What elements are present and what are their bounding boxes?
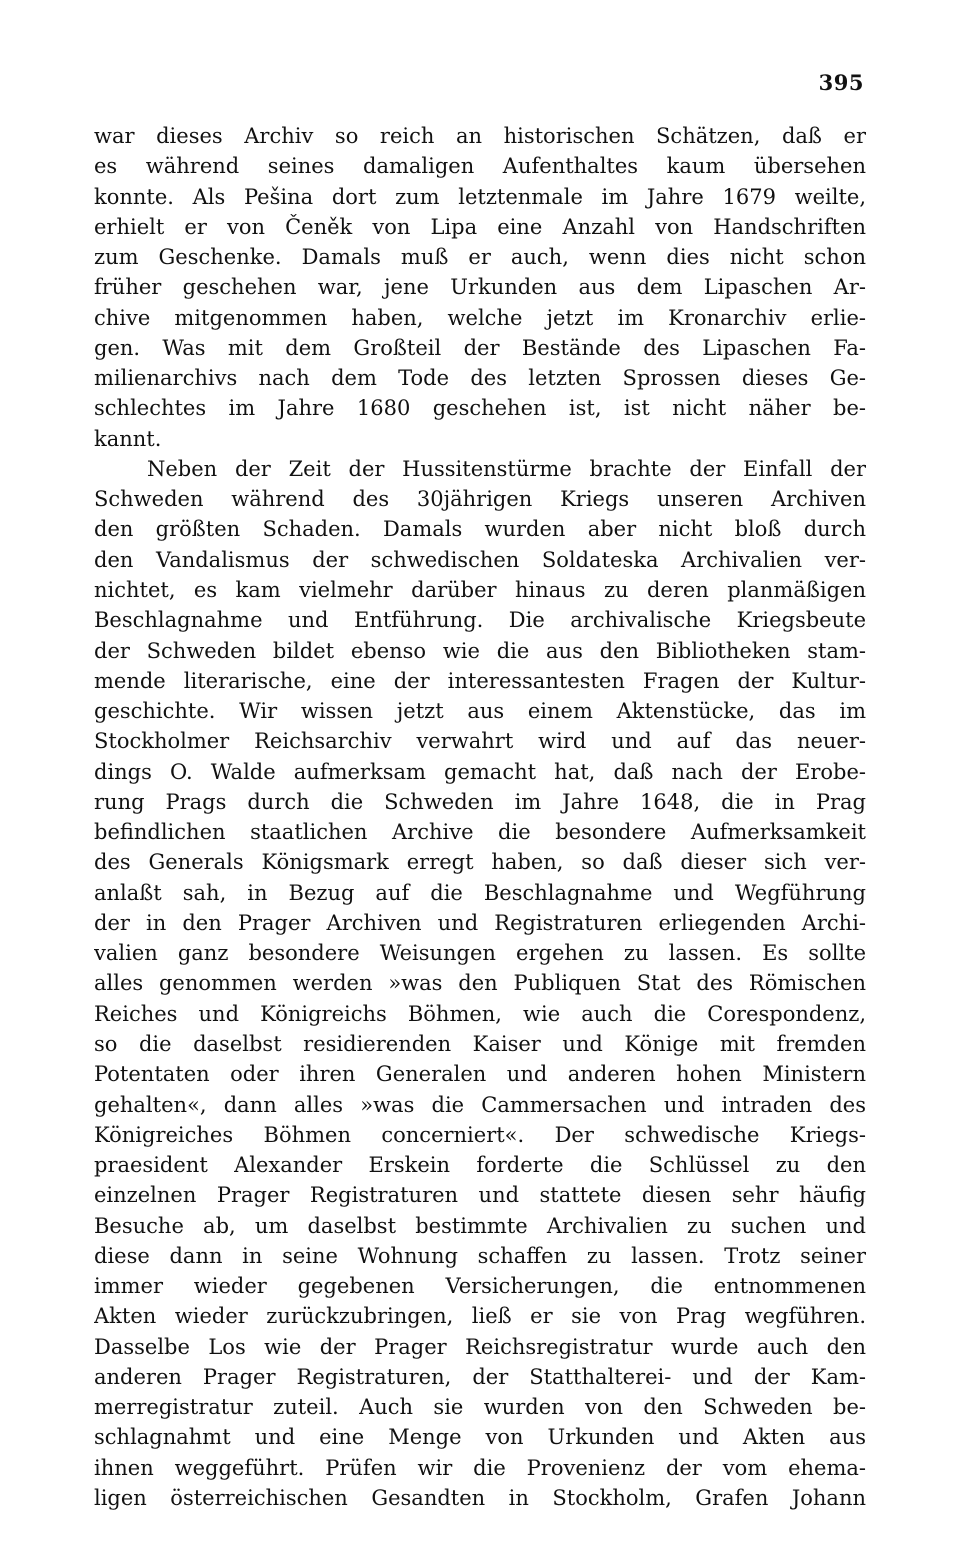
- text-line: mende literarische, eine der interessantesten Fragen der Kultur-: [94, 668, 866, 693]
- text-line: Neben der Zeit der Hussitenstürme brachte der Einfall der: [147, 456, 866, 481]
- text-line: Besuche ab, um daselbst bestimmte Archivalien zu suchen und: [94, 1213, 866, 1238]
- text-line: Stockholmer Reichsarchiv verwahrt wird und auf das neuer-: [94, 729, 866, 754]
- text-line: Schweden während des 30jährigen Kriegs unseren Archiven: [94, 487, 866, 512]
- text-line: geschichte. Wir wissen jetzt aus einem Aktenstücke, das im: [94, 699, 866, 724]
- text-line: den größten Schaden. Damals wurden aber nicht bloß durch: [94, 517, 866, 542]
- text-line: befindlichen staatlichen Archive die besondere Aufmerksamkeit: [94, 820, 866, 845]
- text-line: Potentaten oder ihren Generalen und anderen hohen Ministern: [94, 1062, 866, 1087]
- text-line: der in den Prager Archiven und Registraturen erliegenden Archi-: [94, 910, 866, 935]
- text-line: Königreiches Böhmen concerniert«. Der schwedische Kriegs-: [94, 1122, 866, 1147]
- text-line: erhielt er von Čeněk von Lipa eine Anzahl von Handschriften: [94, 214, 866, 239]
- text-line: den Vandalismus der schwedischen Soldateska Archivalien ver-: [94, 547, 866, 572]
- text-line: konnte. Als Pešina dort zum letztenmale im Jahre 1679 weilte,: [94, 184, 866, 209]
- text-line: dings O. Walde aufmerksam gemacht hat, daß nach der Erobe-: [94, 759, 866, 784]
- text-line: chive mitgenommen haben, welche jetzt im Kronarchiv erlie-: [94, 305, 866, 330]
- text-line: alles genommen werden »was den Publiquen Stat des Römischen: [94, 971, 866, 996]
- text-line: Akten wieder zurückzubringen, ließ er sie von Prag wegführen.: [94, 1304, 866, 1329]
- text-line: Dasselbe Los wie der Prager Reichsregistratur wurde auch den: [94, 1334, 866, 1359]
- text-line: kannt.: [94, 426, 162, 451]
- text-line: gen. Was mit dem Großteil der Bestände des Lipaschen Fa-: [94, 335, 866, 360]
- text-line: zum Geschenke. Damals muß er auch, wenn dies nicht schon: [94, 245, 866, 270]
- text-line: gehalten«, dann alles »was die Cammersachen und intraden des: [94, 1092, 866, 1117]
- text-line: so die daselbst residierenden Kaiser und Könige mit fremden: [94, 1031, 866, 1056]
- text-line: rung Prags durch die Schweden im Jahre 1648, die in Prag: [94, 789, 866, 814]
- text-line: schlechtes im Jahre 1680 geschehen ist, ist nicht näher be-: [94, 396, 866, 421]
- text-line: es während seines damaligen Aufenthaltes kaum übersehen: [94, 154, 866, 179]
- text-line: des Generals Königsmark erregt haben, so daß dieser sich ver-: [94, 850, 866, 875]
- text-line: nichtet, es kam vielmehr darüber hinaus zu deren planmäßigen: [94, 577, 866, 602]
- text-line: schlagnahmt und eine Menge von Urkunden und Akten aus: [94, 1425, 866, 1450]
- text-line: der Schweden bildet ebenso wie die aus den Bibliotheken stam-: [94, 638, 866, 663]
- text-line: diese dann in seine Wohnung schaffen zu lassen. Trotz seiner: [94, 1243, 866, 1268]
- text-line: ihnen weggeführt. Prüfen wir die Provenienz der vom ehema-: [94, 1455, 866, 1480]
- text-line: ligen österreichischen Gesandten in Stockholm, Grafen Johann: [94, 1485, 866, 1510]
- text-line: anderen Prager Registraturen, der Statthalterei- und der Kam-: [94, 1364, 866, 1389]
- text-line: praesident Alexander Erskein forderte die Schlüssel zu den: [94, 1153, 866, 1178]
- text-line: immer wieder gegebenen Versicherungen, die entnommenen: [94, 1274, 866, 1299]
- text-line: anlaßt sah, in Bezug auf die Beschlagnahme und Wegführung: [94, 880, 866, 905]
- text-line: milienarchivs nach dem Tode des letzten Sprossen dieses Ge-: [94, 366, 866, 391]
- text-line: einzelnen Prager Registraturen und stattete diesen sehr häufig: [94, 1183, 866, 1208]
- text-line: valien ganz besondere Weisungen ergehen zu lassen. Es sollte: [94, 941, 866, 966]
- text-line: früher geschehen war, jene Urkunden aus dem Lipaschen Ar-: [94, 275, 866, 300]
- body-text: [94, 121, 866, 1513]
- page-number: 395: [818, 70, 864, 95]
- text-line: merregistratur zuteil. Auch sie wurden von den Schweden be-: [94, 1395, 866, 1420]
- text-line: Beschlagnahme und Entführung. Die archivalische Kriegsbeute: [94, 608, 866, 633]
- text-line: war dieses Archiv so reich an historischen Schätzen, daß er: [94, 124, 866, 148]
- text-line: Reiches und Königreichs Böhmen, wie auch die Corespondenz,: [94, 1001, 866, 1026]
